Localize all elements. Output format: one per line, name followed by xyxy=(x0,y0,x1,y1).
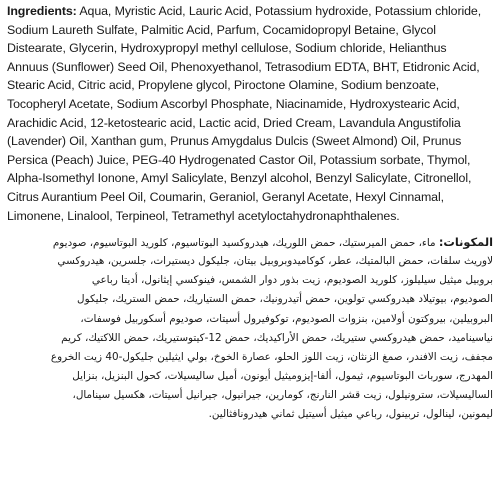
arabic-ingredients-title: المكونات: xyxy=(438,235,493,250)
english-line: Arachidic Acid, 12-ketostearic acid, Lactic acid, Dried Cream, Lavandula Angustifolia xyxy=(7,115,461,130)
english-line: Citrus Aurantium Peel Oil, Coumarin, Geraniol, Geranyl Acetate, Hexyl Cinnamal, xyxy=(7,189,444,204)
english-ingredients xyxy=(7,2,496,225)
arabic-line-text: ماء، حمض الميرستيك، حمض اللوريك، هيدروكسيد البوتاسيوم، كلوريد البوتاسيوم، صوديوم xyxy=(52,237,439,250)
arabic-ingredients xyxy=(7,233,496,424)
arabic-line: الساليسيلات، سترونيلول، زيت قشر النارنج، كومارين، جيرانيول، جيرانيل أسيتات، هكسيل سينامال، xyxy=(72,388,493,401)
arabic-line: مجفف، زيت الافندر، صمغ الزنثان، زيت اللوز الحلو، عصارة الخوخ، بولي ايثيلين جليكول-40 زيت الخروع xyxy=(50,350,493,363)
arabic-line xyxy=(7,233,493,252)
english-line: Persica (Peach) Juice, PEG-40 Hydrogenated Castor Oil, Potassium sorbate, Thymol, xyxy=(7,152,471,167)
arabic-line: ليمونين، لينالول، تربينول، رباعي ميثيل أسيتيل ثماني هيدرونافثالين. xyxy=(208,407,493,420)
english-line: Limonene, Linalool, Terpineol, Tetramethyl acetyloctahydronaphthalenes. xyxy=(7,208,400,223)
english-line: Distearate, Glycerin, Hydroxypropyl methyl cellulose, Sodium chloride, Helianthus xyxy=(7,41,447,56)
english-line: Alpha-Isomethyl Ionone, Amyl Salicylate, Benzyl alcohol, Benzyl Salicylate, Citronellol, xyxy=(7,171,472,186)
english-line: Sodium Laureth Sulfate, Palmitic Acid, Parfum, Cocamidopropyl Betaine, Glycol xyxy=(7,22,436,37)
arabic-line: نياسيناميد، حمض هيدروكسي ستيريك، حمض الأراكيديك، حمض 12-كيتوستيريك، حمض اللاكتيك، كريم xyxy=(61,331,493,344)
english-line: (Lavender) Oil, Xanthan gum, Prunus Amygdalus Dulcis (Sweet Almond) Oil, Prunus xyxy=(7,134,462,149)
english-line xyxy=(7,2,496,21)
english-line: Tocopheryl Acetate, Sodium Ascorbyl Phosphate, Niacinamide, Hydroxystearic Acid, xyxy=(7,96,460,111)
english-line: Stearic Acid, Citric acid, Propylene glycol, Piroctone Olamine, Sodium benzoate, xyxy=(7,78,440,93)
arabic-line: البروبيلين، بيروكتون أولامين، بنزوات الصوديوم، توكوفيرول أسيتات، صوديوم أسكوربيل فوسفات، xyxy=(80,312,493,325)
english-line: Annuus (Sunflower) Seed Oil, Phenoxyethanol, Tetrasodium EDTA, BHT, Etidronic Acid, xyxy=(7,59,480,74)
arabic-line: لاوريث سلفات، حمض البالمتيك، عطر، كوكاميدوبروبيل بيتان، جليكول ديستيرات، جلسرين، هيدروكسي xyxy=(57,255,493,268)
arabic-line: الصوديوم، بيوتيلاد هيدروكسي تولوين، حمض أتيدرونيك، حمض الستياريك، حمض الستريك، جليكول xyxy=(77,293,493,306)
arabic-line: بروبيل ميثيل سيليلوز، كلوريد الصوديوم، زيت بذور دوار الشمس، فينوكسي إيثانول، أديتا رباعي xyxy=(91,274,493,287)
english-line-text: Aqua, Myristic Acid, Lauric Acid, Potassium hydroxide, Potassium chloride, xyxy=(76,4,482,18)
arabic-line: المهدرج، سوربات البوتاسيوم، ثيمول، ألفا-إيزوميثيل أيونون، أميل ساليسيلات، كحول البنزيل، بنزايل xyxy=(72,369,493,382)
english-ingredients-title: Ingredients: xyxy=(7,4,77,18)
